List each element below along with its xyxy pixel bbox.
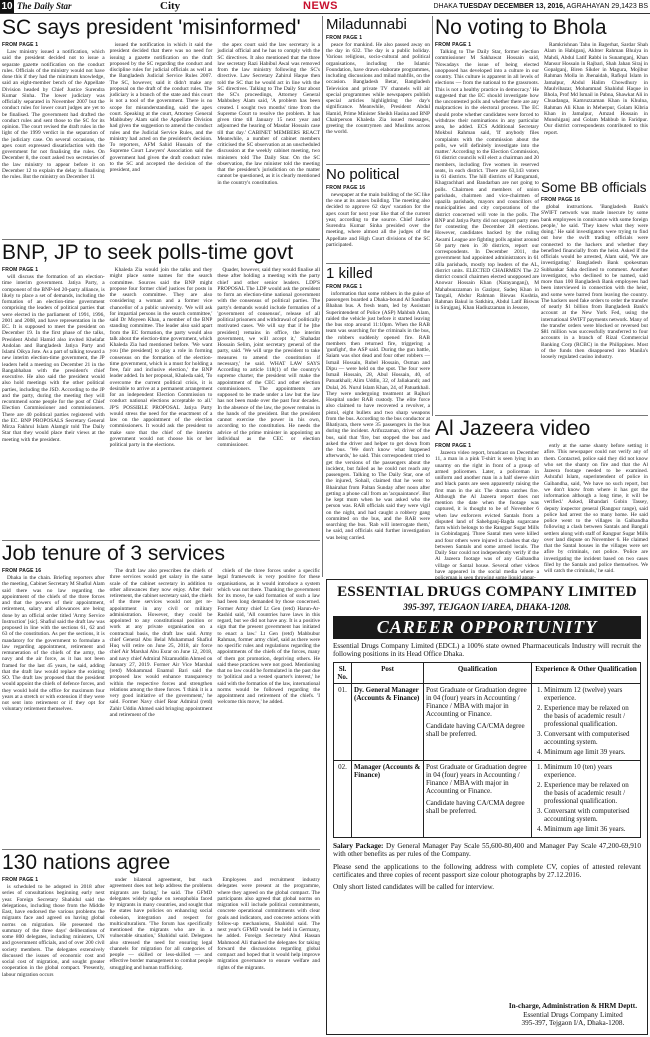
column-header: Qualification (424, 662, 532, 683)
qualification-text: Post Graduate or Graduation degree in 04 (four) years in Accounting / Finance / MBA with major in Accounting or Finance. (426, 762, 527, 795)
qualification-text: Post Graduate or Graduation degree in 04 (four) years in Accounting / Finance / MBA with major in Accounting or Finance. (426, 685, 527, 718)
news-label: NEWS (303, 0, 338, 12)
headline: Some BB officials (541, 180, 647, 195)
experience-item: 1. Minimum 10 (ten) years experience. (544, 763, 638, 779)
masthead-brand: The Daily Star (17, 1, 72, 11)
article-text: the apex court said the law secretary is a judicial official and he has to comply with the SC directives. It also mentioned that the three law secretary Razi Habibul Awal was removed from the law ministry following the SC's directive. Law Secretary Zahirul Haque then told the SC that he would act in line with the SC directives. Talking to The Daily Star about the SC's proceedings, Attorney General Mahbubey Alam said, 'A problem has been created. I sought two months' time from the Supreme Court to resolve the problem. It has given time till January 15 next year and adjourned the hearing of Masdar Hossain case till that day.' CABINET MEMBERS REACT Meanwhile, a number of cabinet members criticised the SC observation at an unscheduled discussion at the weekly cabinet meeting, two ministers told The Daily Star. On the SC observation, the law minister told the meeting that the president's jurisdiction on the matter cannot be questioned, as it is clearly mentioned in the country's constitution. (217, 42, 321, 186)
dateline-bangla-date: AGRAHAYAN 29,1423 BS (566, 3, 648, 10)
serial-number: 01. (334, 683, 352, 760)
column-header: Post (352, 662, 424, 683)
article-column (110, 877, 213, 978)
article-text: Dhaka in the chain. Briefing reporters after the meeting, Cabinet Secretary M Shafiul Alam said there was no law regarding the appointment of the chiefs of the three forces and that the powers of their appointment, retirement, salary and allowances are being done by an official order titled 'Army Service Instruction' [sic]. Shafiul said the draft law was proposed in line with the sections 61, 62 and 63 of the constitution. As per the sections, it is mandatory for the government to formulate a law regarding appointment, retirement and remuneration of the chiefs of the army, the navy and the air force, as it has not been framed for the last 45 years, he said, adding that the draft law would replace the existing SO. The draft law proposed that the president would appoint the chiefs of defence forces, and they would hold the office for maximum four years at a stretch or with extension if they were not sent into retirement or if they opt for voluntary retirement themselves. (2, 575, 105, 713)
article-column (544, 443, 648, 581)
article-column (217, 42, 320, 186)
article-text: global instructions. 'Bangladesh Bank's SWIFT network was made insecure by some bank employees in connivance with some foreign people,' he said. 'They knew what they were doing.' He said investigators were trying to find out how the swift trading officials were connected to the hackers and whether they benefited financially from the heist. Asked if the officials would be arrested, Alam said, 'We are investigating.' Bangladesh Bank spokesman Subhankar Saha declined to comment. Another investigator, who declined to be named, said more than 100 Bangladesh Bank employees had been interviewed in connection with the heist, and some were barred from leaving the country. The hackers used fake orders to order the transfer of nearly $1 billion from Bangladesh Bank's account at the New York Fed, using the international SWIFT payments network. Many of the transfer orders were blocked or reversed but $81 million was successfully transferred to four accounts in a branch of Rizal Commercial Banking Corp (RCBC) in the Philippines. Most of the funds then disappeared into Manila's loosely regulated casino industry. (541, 204, 648, 361)
divider (2, 239, 320, 240)
divider (2, 540, 320, 541)
serial-number: 02. (334, 760, 352, 837)
dept-tag: FROM PAGE 16 (2, 568, 42, 575)
dept-tag: FROM PAGE 1 (326, 283, 363, 290)
headline: 1 killed (326, 265, 373, 282)
article-text: is scheduled to be adopted in 2018 after series of consultations beginning early next year. Foreign Secretary Shahidul said the delegations, including those from the Middle East, have endorsed the various problems the migrants face and agreed on having global norms on migration. He presented the summary of the three days' deliberations of some 800 delegates, including ministers, UN and government officials, and of over 200 civil society members. The delegates extensively discussed the issues of economic cost and social cost of migration, and sought greater cooperation in the global compact. 'Presently, labour migration occurs (2, 884, 105, 978)
article-bnp-jp (2, 242, 320, 538)
dept-tag: FROM PAGE 1 (435, 42, 472, 49)
ad-intro: Essential Drugs Company Limited (EDCL) a 100% state owned Pharmaceuticals Industry will recruit the following positions in its Head Office Dhaka. (333, 642, 641, 659)
article-130-nations (2, 852, 320, 1036)
article-text: chiefs of the three forces under a specific legal framework is very positive for these organisations, as it would introduce a system which was not there. Thanking the government for its move, he said formation of such a law had been long demanded by those concerned. Former Army chief Lt Gen (retd) Harun-Ar-Rashid said, 'All countries have laws in this regard, but we did not have any. It is a positive sign that the present government has initiated to enact a law.' Lt Gen (retd) Mahbubur Rahman, former army chief, said as there were no specific rules and regulations regarding the appointments of the chiefs of the forces, many of them got promotion, depriving others. He said these practices were not good. Mentioning that no law could be formulated in the past due to 'political and a vested quarter's interest,' he said with the formation of the law, international norms would be followed regarding the appointment and retirement of the chiefs. 'I welcome this move,' he added. (217, 568, 321, 706)
experience-item: 4. Minimum age limit 36 years. (544, 825, 638, 833)
article-column (326, 291, 430, 541)
post-title: Manager (Accounts & Finance) (352, 760, 424, 837)
salary-text: Dy General Manager Pay Scale 55,600-80,400 and Manager Pay Scale 47,200-69,910 with other benefits as per rules of the Company. (333, 841, 641, 859)
application-instructions: Please send the applications to the following address with complete CV, copies of attested relevant certificates and three copies of recent passport size colour photographs by 27.12.2016. (333, 862, 641, 880)
article-column (2, 877, 105, 978)
article-column (435, 42, 539, 312)
experience-item: 2. Experience may be relaxed on the basis of academic result / professional qualification. (544, 704, 638, 728)
article-column (217, 877, 320, 978)
article-column (435, 443, 539, 581)
dept-tag: FROM PAGE 1 (2, 877, 39, 884)
qualification-text: Candidate having CA/CMA degree shall be preferred. (426, 798, 525, 815)
headline: Miladunnabi (326, 16, 407, 33)
table-row (334, 760, 641, 837)
dateline-date: TUESDAY DECEMBER 13, 2016, (459, 3, 565, 10)
qualification (424, 683, 532, 760)
signatory-address: 395-397, Tejgaon I/A, Dhaka-1208. (521, 1019, 625, 1028)
dept-tag: FROM PAGE 1 (2, 267, 39, 274)
divider (322, 16, 323, 577)
article-column (2, 42, 105, 186)
page-header (0, 0, 650, 14)
dept-tag: FROM PAGE 1 (435, 443, 472, 450)
article-text: Employees and recruitment industry delegates were present at the programme, where they agreed on the global compact. The participants also agreed that global norms on migration will include political commitments, concrete operational commitments with clear goals and indicators, and concrete actions with follow-up mechanisms, Shahidul said. The next year's GFMD would be held in Germany, he added. Foreign Secretary Abul Hassan Mahmood Ali thanked the delegates for taking forward the discussions regarding global compact and hoped that it would help improve migration governance to ensure welfare and rights of the migrants. (217, 877, 321, 971)
divider (2, 849, 320, 850)
article-column (326, 42, 430, 136)
ad-company-address: 395-397, TEJGAON I/AREA, DHAKA-1208. (403, 602, 571, 612)
ad-company-name: ESSENTIAL DRUGS COMPANY LIMITED (337, 584, 637, 600)
headline: Al Jazeera video (435, 417, 591, 440)
divider (326, 263, 430, 264)
experience-item: 4. Minimum age limit 39 years. (544, 748, 638, 756)
article-job-tenure (2, 543, 320, 847)
qualification (424, 760, 532, 837)
article-text: Khaleda Zia would join the talks and they might place some names for the search committee. Sources said the BNP might propose four former chief justices for posts in the search committee. They are also considering a woman and a former vice chancellor of a public university. 'We will ask for impartial persons in the search committee,' said Dr Moyeen Khan, a member of the BNP standing committee. The leader also said apart from the EC formation, the party would also talk about the election-time government, which Khaleda Zia had mentioned before. 'We want you [the president] to play a role in forming consensus on the formation of the election-time government, which is a must for holding a free, fair and inclusive election,' the BNP leader added. In her proposal, Khaleda said, 'To overcome the current political crisis, it is desirable to arrive at a permanent arrangement for an independent Election Commission to conduct national elections acceptable to all.' JP'S POSSIBLE PROPOSAL Jatiya Party would stress the need for the enactment of a law on the appointment of the election commissioners. It would ask the president to make sure that the chief of the interim government would not choose his or her political party in the elections. (109, 267, 213, 449)
experience (532, 683, 641, 760)
article-text: Quader, however, said they would finalise all these after holding a meeting with the party chief and other senior leaders. LDP'S PROPOSAL The LDP would ask the president to form an election-time national government with the consensus of political parties. The party's demands would include formation of a 'government of consensus', release of all political prisoners and withdrawal of politically motivated cases. 'We will say that if he [the president] remains in office, the interim government, we will accept it,' Shahadat Hossain Selim, joint secretary general of the party, said. 'We will urge the president to take measures to amend the constitution if necessary,' he said. WHAT LAW SAYS According to article 118(1) of the country's supreme charter, the president will make the appointment of the CEC and other election commissioners. The appointments are supposed to be made under a law but the law has not been made over the past four decades. In the absence of the law, the power remains in the hands of the president. But the president cannot exercise the power in his own, according to the constitution. He needs the advice of the prime minister in appointing an individual as the CEC or election commissioner. (217, 267, 321, 449)
headline: 130 nations agree (2, 851, 171, 874)
article-column (326, 192, 430, 248)
signatory-company: Essential Drugs Company Limited (523, 1010, 623, 1019)
section-label: City (160, 0, 181, 12)
post-title: Dy. General Manager (Accounts & Finance) (352, 683, 424, 760)
divider (432, 16, 433, 416)
article-text: ently at the same shanty before setting it afire. This newspaper could not verify any of them. Contacted, police said they did not know who set the shanty on fire and that the Al Jazeera footage needed to be examined. Ashraful Islam, superintendent of police in Gaibandha, said, 'We have no such report, but we don't know from where it has got the information although a long time, it will be verified.' Asked, Bhandari Gobin Tassey, deputy inspector general (Rangpur range), said police had arrest the so many home. He said police went to the villages in Gaibandha following a clash between Santals and Bangali settlers along with staff of Rangpur Sugar Mills over land dispute on November 6. He claimed that the Santal houses in the villages were set afire by criminals, not police. 'Police are investigating the incident based on two cases filed by the Santals and police themselves. We will catch the criminals,' he said. (544, 443, 648, 575)
article-text: issued the notification in which it said the president decided that there was no need for issuing a gazette notification on the draft proposed by the SC regarding the conduct and discipline rules for judicial officials as well as the Bangladesh Judicial Service Rules 2007. The SC, however, said it didn't make any proposal on the draft of the conduct rules. The judiciary is a branch of the state and this court is not a tool of the government. There is no scope for misunderstanding, said the apex court. Speaking at the court, Attorney General Mahbubey Alam said the Appellate Division had given the suggestion to amend the conduct rules and the Judicial Service Rules, and the ministry had acted on the president's decision. To reporters, AFM Sahid Hussain of the Supreme Court Lawyers' Association said the government had given the draft conduct rules to the SC and accepted the decision of the president, and (109, 42, 213, 174)
page-number: 10 (1, 1, 13, 12)
article-text: newspaper at the main building of the SC like the one at its annex building. The meeting also decided to approve 62 days' vacation for the apex court for next year like that of the current year, according to the source. Chief Justice Surendra Kumar Sinha presided over the meeting, where almost all the judges of the Appellate and High Court divisions of the SC participated. (326, 191, 430, 248)
headline: BNP, JP to seek polls-time govt (2, 241, 294, 264)
headline: Job tenure of 3 services (2, 542, 225, 565)
article-text: Ramkrishnan Tahu in Bagerhat, Sardar Shah Alam in Habiganj, Akhter Rahman Bhuiya in Mahdi, Abdul Latif Rabbi in Sunamganj, Khan Mansur Hossain in Rajbari, Shah Jahan Siraj in Gopalganj, Biren Sikder in Magura, Mojibur Rahman Molla in Jhenaidah, Rafiqul Islam in Jamalpur, Abdul Halim Chowdhury in Maulvibazar, Mohammad Shahidul Haque in Bhola, Prof Md Ismail in Pabna, Shawkat Ali in Chuadanga, Kamruzzaman Khan in Khulna, Rahman Ali Khan in Meherpur, Golam Kibria Khan in Jamalpur, Amzad Hossain in Munshiganj and Golam Mahbub in Faridpur. Our district correspondents contributed to this report. (544, 42, 648, 136)
divider (435, 415, 648, 416)
experience-item: 3. Conversant with computerised accounting system. (544, 730, 638, 746)
article-text: will discuss the formation of an election-time interim government. Jatiya Party, a component of the BNP-led 20-party alliance, is likely to place a set of demands, including the formation of an election-time government comprising the leaders of political parties that were elected in the parliament of 1991, 1996, 2001 and 2008, and have representation in the EC. It is supposed to meet the president on December 19. In the first phase of the talks, President Abdul Hamid also invited Khelafat Andolan and Bangladesh Jatiya Party and Islami Oikya Jote. As a part of talking toward a new interim election-time government, the JP leaders held a meeting on December 21 in the Bangabhaban with the president's chief executive. He also said the president would also hold meetings with the other political parties, including the JSD. According to the JP and the party, during the meeting they will recommend some people for the post of Chief Election Commissioner and commissioners. There are 40 political parties registered with the EC. BNP PROPOSALS Secretary General Mirza Fakhrul Islam Alamgir told The Daily Star that they would place their views at the meeting with the president. (2, 274, 105, 443)
dateline-city: DHAKA (433, 3, 458, 10)
article-column (2, 568, 105, 718)
article-sc-president (2, 17, 320, 237)
article-column (541, 204, 648, 360)
article-text: under bilateral agreement, but such agreement does not help address the problems migrants are facing,' he said. The GFMD delegates widely spoke on xenophobia faced by migrants in many countries, and sought that the states have policies on enhancing social cohesion, integration and respect for multiculturalism. 'The forum has specifically mentioned the migrants who are in a vulnerable situation,' Shahidul said. Delegates also stressed the need for ensuring legal channels for migration for all categories of people — skilled or less-skilled — and effective border management to combat people smuggling and human trafficking. (109, 877, 213, 971)
salary-label: Salary Package: (333, 841, 384, 850)
article-column (110, 267, 213, 448)
article-text: Law ministry issued a notification, which said the president decided not to issue a separate gazette notification on the conduct rules. Officials of the ministry would not have done this if they had the minimum knowledge, said an eight-member bench of the Appellate Division headed by Chief Justice Surendra Kumar Sinha. The lower judiciary was officially separated in November 2007 but the conduct rules for lower court judges are yet to be finalised. The government had drafted the conduct rules and sent those to the SC for its opinion. The court revised the draft rules in the light of the 1999 verdict in the separation of the judiciary case. On several occasions, the apex court expressed dissatisfaction with the government for not finalising the rules. On December 8, the court asked two secretaries of the law ministry to appear before it on December 12 to explain the delay in finalising the rules. But the ministry on December 11 (2, 49, 105, 181)
experience (532, 760, 641, 837)
career-opportunity-ad (326, 579, 648, 1035)
table-header-row (334, 662, 641, 683)
salary-package (333, 842, 641, 859)
article-some-bb-officials (541, 181, 648, 413)
article-miladunnabi (326, 17, 430, 162)
experience-item: 2. Experience may be relaxed on the basis of academic result / professional qualification. (544, 781, 638, 805)
column-header: Sl. No. (334, 662, 352, 683)
article-no-political (326, 167, 430, 261)
dept-tag: FROM PAGE 16 (326, 184, 366, 191)
headline: No political (326, 166, 400, 183)
article-column (110, 42, 213, 186)
column-header: Experience & Other Qualification (532, 662, 641, 683)
dept-tag: FROM PAGE 16 (541, 197, 581, 204)
article-text: The draft law also prescribes the chiefs of three services would get salary in the same scale of the cabinet secretary in addition to other allowances they now enjoy. After their retirement, the cabinet secretary said, the chiefs of the three services would not get re-appointment in any civil or military administration. However, they could be appointed to any constitutional position or work at any private organisation on a contractual basis, the draft law said. Army chief General Abu Belal Muhammad Shafiul Huq will retire on June 25, 2018, air force chief Air Marshal Abu Esrar on June 12, 2018, and navy chief Admiral Nizamuddin Ahmed on January 27, 2019. Former Air Vice Marshal (retd) Mohammad Enamul Bari said the proposed law would enhance transparency within the respective forces and strengthen relations among the three forces. 'I think it is a very good initiative of the government,' he said. Former Navy chief Rear Admiral (retd) Zahir Uddin Ahmed said bringing appointment and retirement of the (109, 568, 213, 718)
article-text: Jazeera video report, broadcast on December 11, a man in a pink T-shirt is seen lying in an unarmy on the right in front of a group of armed policemen. Later, a policeman in uniform and another man in a half sleeve shirt and black pants are seen apparently raising the first man in the air. The drama catches fire. Although the Al Jazeera report does not mention the date when the footage was captured, it is thought to be of November 6 when law enforcers evicted Santals from a disputed land of Sahebganj-Bagda sugarcane farm which belongs to the Rangpur Sugar Mills in Gobindaganj. Three Santal men were killed and four others were injured in clashes that day between Santals and some armed locals. The Daily Star could not independently verify if the Al Jazeera footage was of any Gaibandha village or Santal house. Several other videos have appeared in the social media where a policeman is seen throwing some liquid appar- (435, 450, 539, 582)
signatory-title: In-charge, Administration & HRM Deptt. (508, 1002, 637, 1011)
positions-table (333, 662, 641, 838)
shortlist-note: Only short listed candidates will be called for interview. (333, 883, 495, 892)
headline: No voting to Bhola (435, 16, 607, 39)
dateline (433, 0, 648, 13)
article-column (2, 267, 105, 448)
article-1-killed (326, 266, 430, 577)
ad-banner: CAREER OPPORTUNITY (333, 616, 641, 639)
article-column (110, 568, 213, 718)
divider (326, 164, 430, 165)
article-al-jazeera-video (435, 417, 648, 582)
article-text: peace for mankind. He also passed away on the day in 632. The day is a public holiday. Various religious, socio-cultural and political organisations, including the Islamic Foundation, have drawn elaborate programmes, including discussions and milad mahfils, on the occasion. Bangladesh Betar, Bangladesh Television and private TV channels will air special programmes while newspapers publish special articles highlighting the day's significance. Meanwhile, President Abdul Hamid, Prime Minister Sheikh Hasina and BNP Chairperson Khaleda Zia issued messages, greeting the countrymen and Muslims across the world. (326, 41, 430, 136)
experience-item: 1. Minimum 12 (twelve) years experience. (544, 686, 638, 702)
dept-tag: FROM PAGE 1 (326, 34, 363, 41)
article-text: information that some robbers in the guise of passengers boarded a Dhaka-bound Al Sandhan Bhaban bus. A fresh team, led by Assistant Superintendent of Police (ASP) Mahbub Alam, raided the vehicle just before it started leaving the bus stop around 11:10pm. When the RAB team was searching for the criminals in the bus, the robbers suddenly opened fire. RAB members then returned fire, triggering a 'gunfight', the ASP said. During the gun battle, Saiam was shot dead and four other robbers — Ismail Hossain, Rubel Hossain, Osman and Dipu — were held on the spot. The four were Ismail Hossain, 28, Abul Hossain, 40, of Patuatkhali; Alim Uddin, 32, of Jaliakandi; and Dulal, 26. Nurul Islam Khan, 24, of Patuatkhali. They were undergoing treatment at Rajbari Hospital under RAB custody. The elite force also claimed to have recovered a revolver, a pistol, eight bullets and two sharp weapons from the bus. According to the bus conductor at Bhatiyara, there were 35 passengers in the bus during the incident. Arifuzzaman, driver of the bus, said that 'fire, but stopped the bus and asked the driver and helper to get down from the bus. 'We don't know what happened afterwards,' he said. This correspondent tried to get the versions of the passengers about the incident, but failed as he could not reach any passengers. Talking to The Daily Star, one of the injured, Sohail, claimed that he went to Bhairahat from Paltan Sunday after noon after getting a phone call from an 'acquaintance'. But he kept mum when he was asked who the person was. RAB officials said they were vigil on the night, and had caught a robbery gang committed on the bus, and the RAB were searching the bus. 'Rab will interrogate them,' he said, and officials said further investigation was being carried. (326, 290, 430, 541)
ad-signature (509, 1002, 637, 1028)
table-row (334, 683, 641, 760)
dept-tag: FROM PAGE 1 (2, 42, 39, 49)
qualification-text: Candidate having CA/CMA degree shall be preferred. (426, 721, 525, 738)
article-column (217, 267, 320, 448)
article-column (217, 568, 320, 718)
article-text: Talking to The Daily Star, former election commissioner M Sakhawat Hossain said, 'Nowadays the issue of being elected unopposed has developed into a culture in our country. This culture is apparent in all levels of elections — from the national to the grassroots. This is not a healthy practice in democracy.' He suggested that the EC should investigate how the uncontested polls and whether there are any malpractices in the electoral process. The EC should probe whether candidates were forced to withdraw their nominations in any particular area, he added. ECS Additional Secretary Mokbul Rahman said, 'If anybody files complaints with the commission about the polls, we will definitely investigate into the matter.' According to the Election Commission, 61 district councils will elect a chairman and 20 members, including five women in reserved seats, in each district. There are 63,143 voters in 61 districts. The hill districts of Rangamati, Khagrachhari and Bandarban are not going to polls. Chairmen and members of union parishads, chairmen and vice-chairmen of upazila parishads, mayors and councillors of municipalities and city corporations of the district concerned will vote in the polls. The BNP and Jatiya Party did not support party men for contesting the December 28 elections. However, candidates backed by the ruling Awami League are fighting polls against around 50 party men in 30 districts, report our correspondents. In December 2011, the government had appointed administrators in 61 zilla parishads, mostly top leaders of the AL, district units. ELECTED CHAIRMEN The 22 district council chairmen elected unopposed are Anowar Hossain Khan (Narayanganj), M Mahabuuzzaman in Gazipur, Sadeq Khan in Tangail, Abdur Rahman Biswas Kushtia, Rahman Bakul in Satkhira, Abdul Latif Biswas in Sirajganj, Khan Hadiuzzaman in Jessore, (435, 49, 539, 312)
headline: SC says president 'misinformed' (2, 16, 301, 39)
experience-item: 3. Conversant with computerised accounting system. (544, 807, 638, 823)
